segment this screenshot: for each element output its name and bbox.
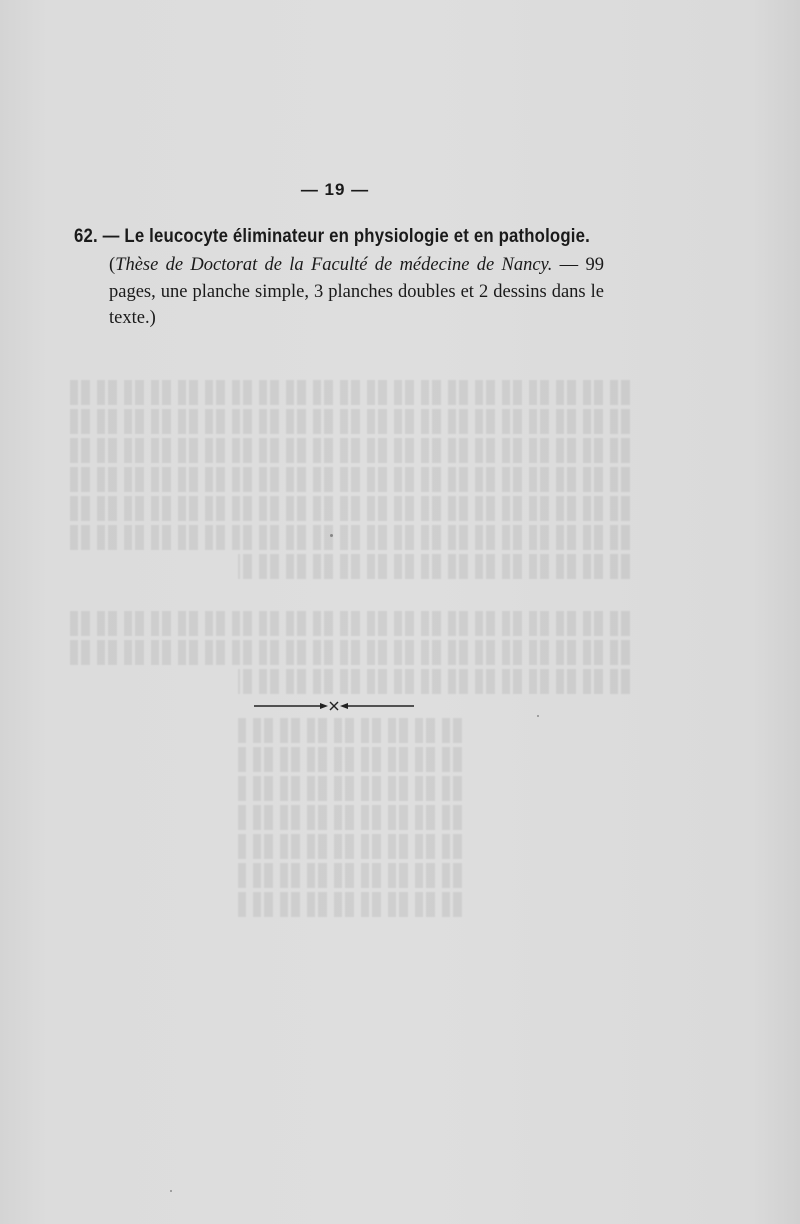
entry-body-open-paren: ( <box>109 255 116 275</box>
entry-body <box>109 252 604 332</box>
entry-body-italic: Thèse de Doctorat de la Faculté de médecine de Nancy. <box>115 255 553 275</box>
entry-heading: 62. — Le leucocyte éliminateur en physiologie et en pathologie. <box>74 225 590 247</box>
paper-speck <box>330 534 333 537</box>
page-number: — 19 — <box>300 180 370 199</box>
bibliography-entry <box>74 221 604 332</box>
paper-speck <box>170 1190 172 1192</box>
entry-body-rest: — 99 pages, une planche simple, 3 planches doubles et 2 dessins dans le texte.) <box>109 255 604 328</box>
bleed-through-text <box>70 380 630 921</box>
divider-ornament-icon <box>254 698 414 714</box>
paper-speck <box>537 715 539 717</box>
